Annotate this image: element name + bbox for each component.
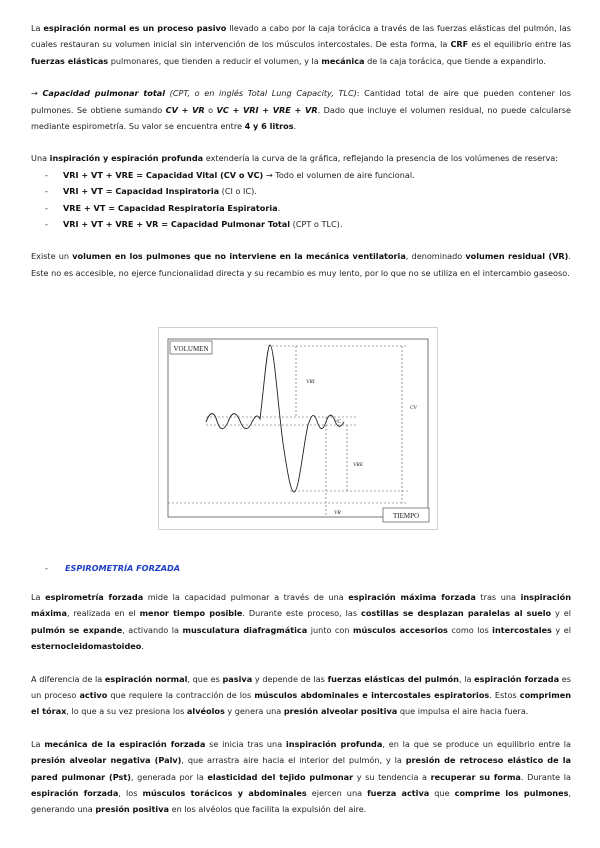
list-item: - VRE + VT = Capacidad Respiratoria Espiratoria.	[45, 202, 281, 213]
list-item: - VRI + VT = Capacidad Inspiratoria (CI o IC).	[45, 186, 257, 197]
label-vc: VC	[334, 419, 342, 425]
paragraph-total-lung-capacity: → Capacidad pulmonar total (CPT, o en inglés Total Lung Capacity, TLC): Cantidad total de aire que pueden contener los pulmones. Se obtiene sumando CV + VR o VC + VRI + VRE + VR. Dado que incluye el volumen residual, no puede calcularse mediante espirometría. Su valor se encuentra entre 4 y 6 litros.	[31, 88, 571, 132]
paragraph-residual-volume: Existe un volumen en los pulmones que no interviene en la mecánica ventilatoria, denominado volumen residual (VR). Este no es accesible, no ejerce funcionalidad directa y su recambio es muy lento, por lo que no se utiliza en el intercambio gaseoso.	[31, 251, 571, 278]
paragraph-normal-expiration: La espiración normal es un proceso pasivo llevado a cabo por la caja torácica a través de las fuerzas elásticas del pulmón, las cuales restauran su volumen inicial sin intervención de los músculos intercostales. De esta forma, la CRF es el equilibrio entre las fuerzas elásticas pulmonares, que tienden a reducir el volumen, y la mecánica de la caja torácica, que tiende a expandirlo.	[31, 23, 571, 66]
spirogram-svg	[158, 327, 438, 530]
x-axis-label: TIEMPO	[392, 512, 420, 520]
paragraph-forced-vs-normal: A diferencia de la espiración normal, que es pasiva y depende de las fuerzas elásticas del pulmón, la espiración forzada es un proceso activo que requiere la contracción de los músculos abdominales e intercostales espiratorios. Estos comprimen el tórax, lo que a su vez presiona los alvéolos y genera una presión alveolar positiva que impulsa el aire hacia fuera.	[31, 673, 571, 717]
section-title: ESPIROMETRÍA FORZADA	[65, 563, 181, 573]
list-item: - VRI + VT + VRE = Capacidad Vital (CV o VC) → Todo el volumen de aire funcional.	[45, 169, 415, 180]
paragraph-deep-breath: Una inspiración y espiración profunda extendería la curva de la gráfica, reflejando la presencia de los volúmenes de reserva:	[31, 153, 558, 164]
document-body-lower	[31, 589, 571, 818]
y-axis-label: VOLUMEN	[173, 345, 209, 353]
list-item: - VRI + VT + VRE + VR = Capacidad Pulmonar Total (CPT o TLC).	[45, 219, 343, 230]
label-cv: CV	[410, 405, 418, 411]
label-vri: VRI	[306, 379, 315, 385]
label-vr: VR	[334, 510, 341, 516]
document-body	[31, 20, 571, 281]
paragraph-forced-mechanics: La mecánica de la espiración forzada se inicia tras una inspiración profunda, en la que se produce un equilibrio entre la presión alveolar negativa (Palv), que arrastra aire hacia el interior del pulmón, y la presión de retroceso elástico de la pared pulmonar (Pst), generada por la elasticidad del tejido pulmonar y su tendencia a recuperar su forma. Durante la espiración forzada, los músculos torácicos y abdominales ejercen una fuerza activa que comprime los pulmones, generando una presión positiva en los alvéolos que facilita la expulsión del aire.	[31, 738, 572, 815]
spirogram-figure	[158, 327, 438, 530]
capacity-list	[31, 167, 571, 233]
paragraph-forced-spirometry: La espirometría forzada mide la capacidad pulmonar a través de una espiración máxima forzada tras una inspiración máxima, realizada en el menor tiempo posible. Durante este proceso, las costillas se desplazan paralelas al suelo y el pulmón se expande, activando la musculatura diafragmática junto con músculos accesorios como los intercostales y el esternocleidomastoideo.	[31, 592, 572, 652]
label-vre: VRE	[353, 462, 364, 468]
